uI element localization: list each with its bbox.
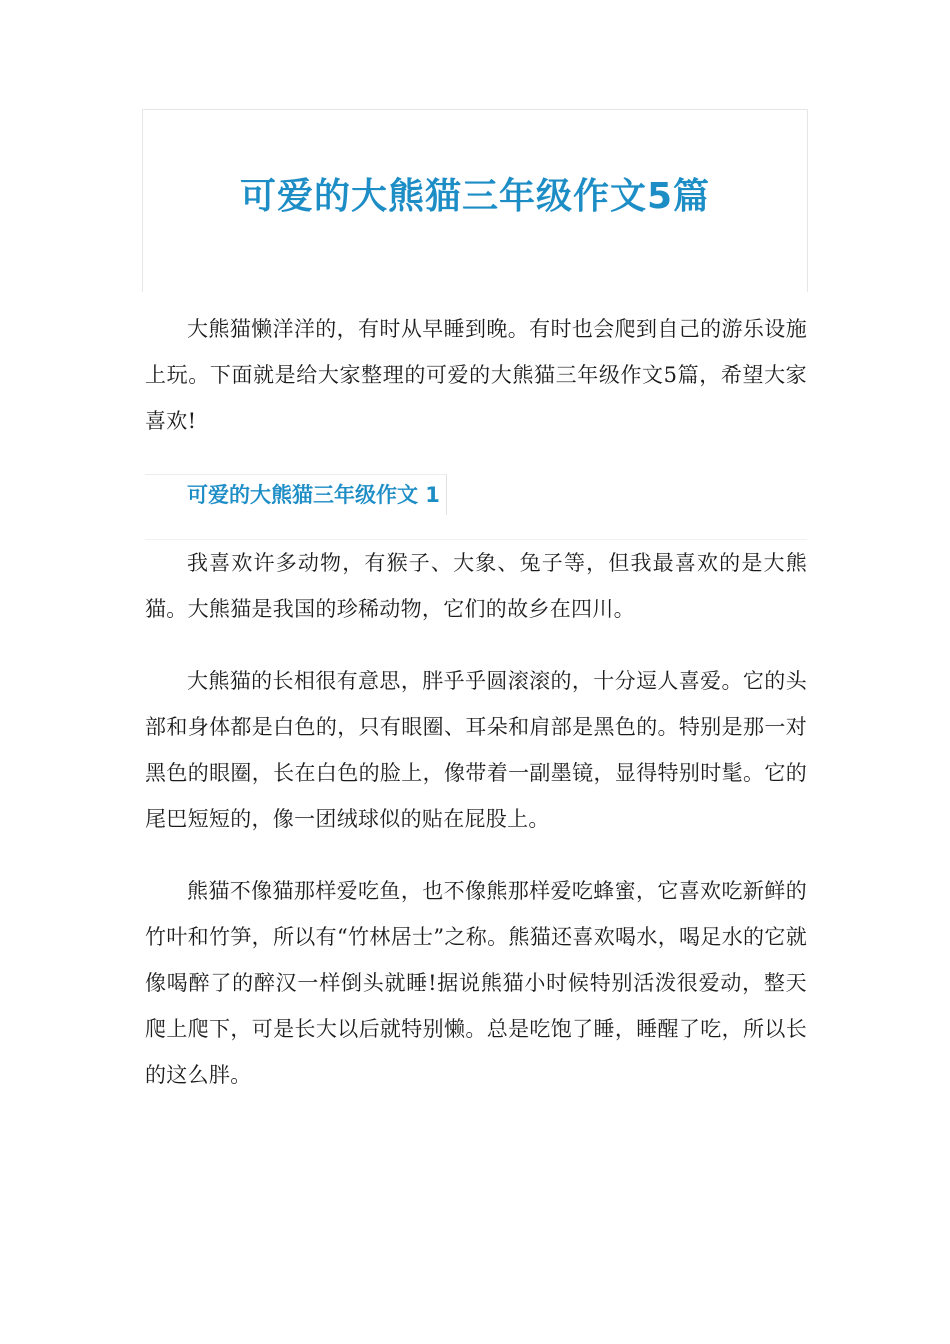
body-paragraph-3: 熊猫不像猫那样爱吃鱼，也不像熊那样爱吃蜂蜜，它喜欢吃新鲜的竹叶和竹笋，所以有“竹林居士”之称。熊猫还喜欢喝水，喝足水的它就像喝醉了的醉汉一样倒头就睡!据说熊猫小时候特别活泼很爱动，整天爬上爬下，可是长大以后就特别懒。总是吃饱了睡，睡醒了吃，所以长的这么胖。: [145, 879, 807, 1087]
body-paragraph-2: 大熊猫的长相很有意思，胖乎乎圆滚滚的，十分逗人喜爱。它的头部和身体都是白色的，只有眼圈、耳朵和肩部是黑色的。特别是那一对黑色的眼圈，长在白色的脸上，像带着一副墨镜，显得特别时髦。它的尾巴短短的，像一团绒球似的贴在屁股上。: [145, 669, 807, 831]
intro-paragraph: 大熊猫懒洋洋的，有时从早睡到晚。有时也会爬到自己的游乐设施上玩。下面就是给大家整理的可爱的大熊猫三年级作文5篇，希望大家喜欢!: [145, 317, 807, 433]
section-heading: 可爱的大熊猫三年级作文 1: [145, 474, 447, 515]
document-body: [145, 306, 807, 1098]
body-paragraph-1: 我喜欢许多动物，有猴子、大象、兔子等，但我最喜欢的是大熊猫。大熊猫是我国的珍稀动物，它们的故乡在四川。: [145, 539, 807, 632]
title-frame: [142, 109, 808, 292]
section-heading-wrap: [145, 444, 807, 515]
page-title: 可爱的大熊猫三年级作文5篇: [239, 176, 711, 217]
